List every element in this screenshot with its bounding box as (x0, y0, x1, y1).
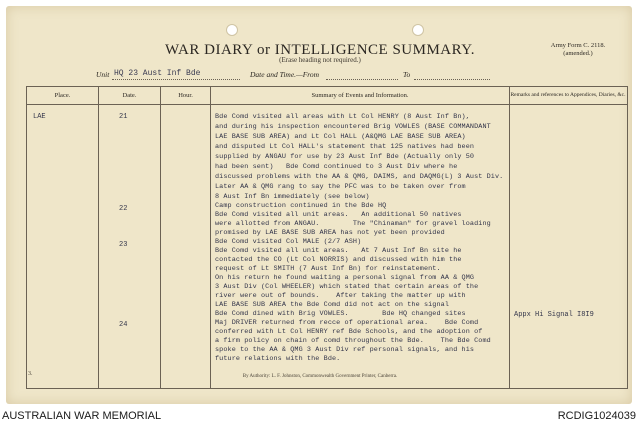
place-value: LAE (33, 113, 46, 121)
header-remarks: Remarks and references to Appendices, Diaries, &c. (510, 92, 626, 98)
entry-line: Bde Comd dined with Brig VOWLES. Bde HQ changed sites (215, 310, 466, 318)
date-21: 21 (119, 113, 128, 121)
column-divider (509, 87, 510, 388)
page-mark: 3. (28, 371, 33, 377)
form-number-note: (amended.) (563, 50, 593, 57)
entry-line: Maj DRIVER returned from recce of operational area. Bde Comd (215, 319, 479, 327)
date-22: 22 (119, 205, 128, 213)
header-hour: Hour. (178, 92, 193, 99)
unit-underline (112, 79, 240, 80)
credit-bar (0, 406, 640, 424)
entry-line: spoke to the AA & QMG 3 Aust Div ref personal signals, and his (215, 346, 475, 354)
punch-hole (412, 24, 424, 36)
date-from-underline (326, 79, 398, 80)
column-divider (160, 87, 161, 388)
credit-institution: AUSTRALIAN WAR MEMORIAL (2, 410, 162, 422)
table-header (27, 87, 627, 105)
page-subtitle: (Erase heading not required.) (279, 56, 361, 64)
entry-line: LAE BASE SUB AREA) and Lt Col HALL (A&QMG LAE BASE SUB AREA) (215, 133, 466, 141)
entry-line: discussed problems with the AA & QMG, DAIMS, and DAQMG(L) 3 Aust Div. (215, 173, 504, 181)
entry-line: a firm policy on chain of comd throughout the Bde. The Bde Comd (215, 337, 491, 345)
punch-hole (226, 24, 238, 36)
page-title: WAR DIARY or INTELLIGENCE SUMMARY. (165, 42, 475, 58)
entry-line: conferred with Lt Col HENRY ref Bde Schools, and the adoption of (215, 328, 483, 336)
column-divider (98, 87, 99, 388)
entry-line: LAE BASE SUB AREA the Bde Comd did not act on the signal (215, 301, 450, 309)
remark-appendix: Appx Hi Signal I8I9 (514, 311, 594, 319)
entry-line: Bde Comd visited all areas with Lt Col HENRY (8 Aust Inf Bn), (215, 113, 470, 121)
entry-line: were allotted from ANGAU. The "Chinaman" for gravel loading (215, 220, 491, 228)
entry-line: 8 Aust Inf Bn immediately (see below) (215, 193, 370, 201)
printer-note: By Authority: L. F. Johnston, Commonwealth Government Printer, Canberra. (242, 374, 398, 379)
entry-line: and during his inspection encountered Brig VOWLES (BASE COMMANDANT (215, 123, 491, 131)
unit-label: Unit (96, 70, 110, 79)
date-time-label: Date and Time.—From (250, 70, 320, 79)
entry-line: Bde Comd visited Col MALE (2/7 ASH) (215, 238, 362, 246)
diary-table (26, 86, 628, 389)
column-divider (210, 87, 211, 388)
entry-line: request of Lt SMITH (7 Aust Inf Bn) for reinstatement. (215, 265, 441, 273)
entry-line: Bde Comd visited all unit areas. At 7 Aust Inf Bn site he (215, 247, 462, 255)
entry-line: On his return he found waiting a personal signal from AA & QMG (215, 274, 475, 282)
to-label: To (403, 70, 411, 79)
entry-line: 3 Aust Div (Col WHEELER) which stated that certain areas of the (215, 283, 479, 291)
entry-line: future relations with the Bde. (215, 355, 341, 363)
header-place: Place. (54, 92, 71, 99)
form-number (538, 42, 618, 58)
entry-line: contacted the CO (Lt Col NORRIS) and discussed with him the (215, 256, 462, 264)
entry-line: supplied by ANGAU for use by 23 Aust Inf Bde (Actually only 50 (215, 153, 475, 161)
entry-line: Camp construction continued in the Bde HQ (215, 202, 387, 210)
header-summary: Summary of Events and Information. (311, 92, 409, 99)
entry-line: had been sent) Bde Comd continued to 3 Aust Div where he (215, 163, 458, 171)
entry-line: Later AA & QMG rang to say the PFC was to be taken over from (215, 183, 466, 191)
entry-line: and disputed Lt Col HALL's statement that 125 natives had been (215, 143, 475, 151)
credit-record-id: RCDIG1024039 (557, 410, 636, 422)
entry-line: Bde Comd visited all unit areas. An additional 50 natives (215, 211, 462, 219)
header-date: Date. (122, 92, 137, 99)
date-to-underline (414, 79, 490, 80)
unit-value: HQ 23 Aust Inf Bde (114, 69, 201, 78)
date-23: 23 (119, 241, 128, 249)
date-24: 24 (119, 321, 128, 329)
entry-line: promised by LAE BASE SUB AREA has not yet been provided (215, 229, 445, 237)
entry-line: river were out of bounds. After taking the matter up with (215, 292, 466, 300)
form-number-text: Army Form C. 2118. (550, 42, 606, 49)
